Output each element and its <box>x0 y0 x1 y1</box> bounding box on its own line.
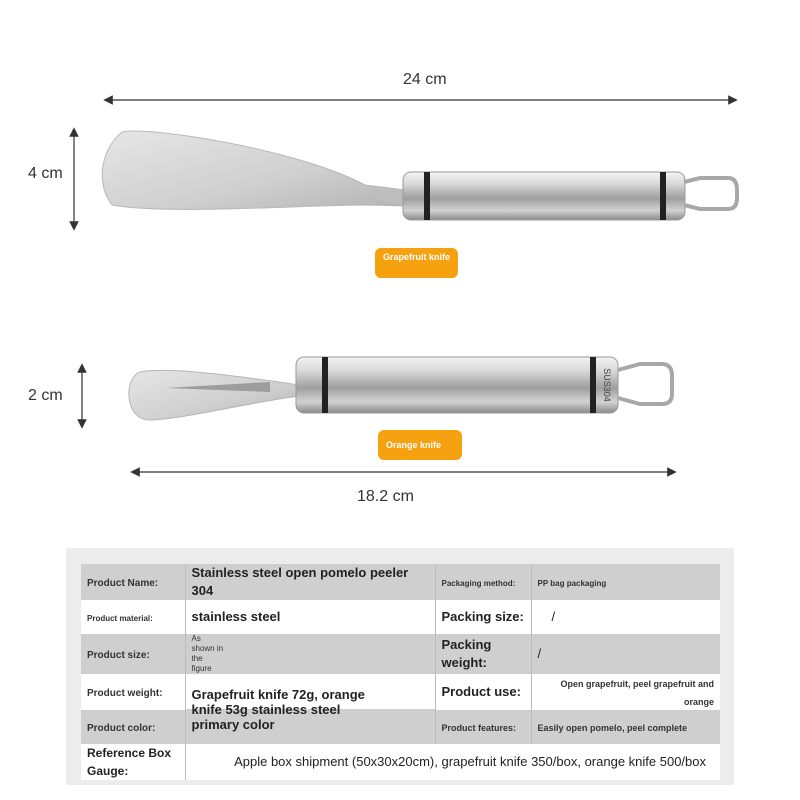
product-weight-value: Grapefruit knife 72g, orange knife 53g stainless steel primary color <box>191 686 365 732</box>
spec-row <box>81 674 720 710</box>
packing-size-value: / <box>551 609 556 624</box>
product-material-label: Product material: <box>87 614 153 623</box>
orange-knife-image <box>129 357 672 420</box>
grapefruit-width-label: 4 cm <box>28 165 63 182</box>
sus304-engraving: SUS304 <box>602 368 612 402</box>
product-use-value: Open grapefruit, peel grapefruit and orange <box>560 679 714 707</box>
product-color-label: Product color: <box>87 723 156 734</box>
reference-box-label: Reference Box Gauge: <box>87 746 172 778</box>
product-name-label: Product Name: <box>87 578 159 589</box>
packaging-method-label: Packaging method: <box>441 579 516 588</box>
orange-knife-tag: Orange knife <box>378 430 462 460</box>
orange-length-label: 18.2 cm <box>357 488 414 505</box>
packing-weight-value: / <box>537 646 542 661</box>
product-name-value: Stainless steel open pomelo peeler 304 <box>191 565 409 598</box>
grapefruit-length-label: 24 cm <box>403 71 447 88</box>
product-features-value: Easily open pomelo, peel complete <box>537 723 688 733</box>
product-use-label: Product use: <box>441 684 521 699</box>
product-features-label: Product features: <box>441 723 517 733</box>
product-size-value: As shown in the figure <box>191 634 224 673</box>
reference-box-value: Apple box shipment (50x30x20cm), grapefruit knife 350/box, orange knife 500/box <box>234 754 706 769</box>
product-material-value: stainless steel <box>191 609 281 624</box>
packing-size-label: Packing size: <box>441 609 524 624</box>
spec-table <box>81 564 720 780</box>
packaging-method-value: PP bag packaging <box>537 579 607 588</box>
orange-width-label: 2 cm <box>28 387 63 404</box>
spec-row <box>81 744 720 780</box>
spec-row <box>81 600 720 634</box>
grapefruit-knife-tag: Grapefruit knife <box>375 248 458 278</box>
packing-weight-label: Packing weight: <box>441 637 492 670</box>
grapefruit-knife-image <box>102 131 737 220</box>
product-size-label: Product size: <box>87 650 150 661</box>
spec-row <box>81 564 720 600</box>
spec-row <box>81 634 720 674</box>
product-weight-label: Product weight: <box>87 688 163 699</box>
